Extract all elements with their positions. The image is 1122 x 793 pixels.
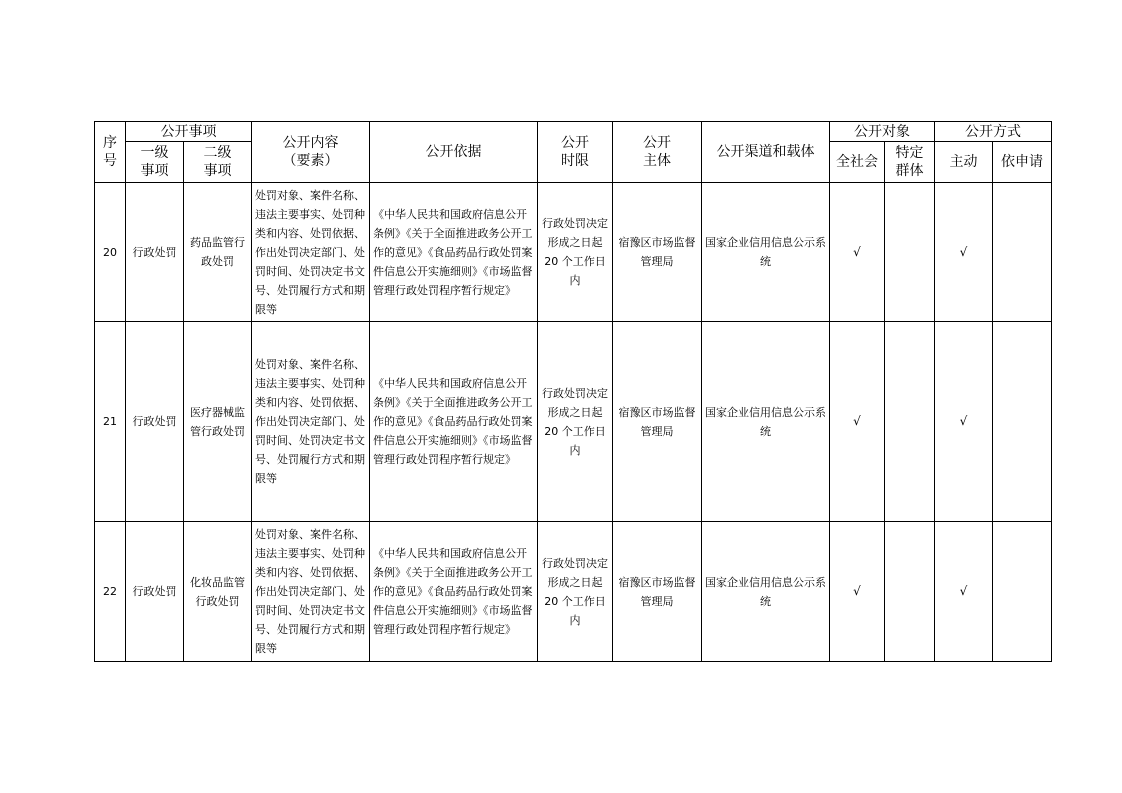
cell-request xyxy=(993,322,1052,522)
header-content: 公开内容 （要素） xyxy=(252,122,370,183)
header-level1: 一级 事项 xyxy=(126,142,184,183)
table-row xyxy=(95,522,1052,662)
cell-seq: 20 xyxy=(95,183,126,322)
cell-subject: 宿豫区市场监督管理局 xyxy=(613,183,702,322)
cell-time-limit: 行政处罚决定形成之日起 20 个工作日内 xyxy=(538,183,613,322)
cell-level1: 行政处罚 xyxy=(126,522,184,662)
table-row xyxy=(95,322,1052,522)
header-subject: 公开 主体 xyxy=(613,122,702,183)
cell-time-limit: 行政处罚决定形成之日起 20 个工作日内 xyxy=(538,322,613,522)
cell-request xyxy=(993,183,1052,322)
header-society: 全社会 xyxy=(830,142,885,183)
header-method: 公开方式 xyxy=(935,122,1052,142)
cell-level1: 行政处罚 xyxy=(126,322,184,522)
header-specific: 特定 群体 xyxy=(885,142,935,183)
table-body xyxy=(95,183,1052,662)
table-header xyxy=(95,122,1052,183)
cell-specific xyxy=(885,183,935,322)
cell-active: √ xyxy=(935,183,993,322)
cell-channel: 国家企业信用信息公示系统 xyxy=(702,183,830,322)
cell-society: √ xyxy=(830,322,885,522)
cell-content: 处罚对象、案件名称、违法主要事实、处罚种类和内容、处罚依据、作出处罚决定部门、处罚时间、处罚决定书文号、处罚履行方式和期限等 xyxy=(252,183,370,322)
cell-basis: 《中华人民共和国政府信息公开条例》《关于全面推进政务公开工作的意见》《食品药品行政处罚案件信息公开实施细则》《市场监督管理行政处罚程序暂行规定》 xyxy=(370,183,538,322)
cell-time-limit: 行政处罚决定形成之日起 20 个工作日内 xyxy=(538,522,613,662)
cell-subject: 宿豫区市场监督管理局 xyxy=(613,522,702,662)
header-seq: 序 号 xyxy=(95,122,126,183)
header-time-limit: 公开 时限 xyxy=(538,122,613,183)
cell-active: √ xyxy=(935,522,993,662)
cell-subject: 宿豫区市场监督管理局 xyxy=(613,322,702,522)
cell-level2: 药品监管行政处罚 xyxy=(184,183,252,322)
cell-channel: 国家企业信用信息公示系统 xyxy=(702,522,830,662)
cell-specific xyxy=(885,522,935,662)
cell-basis: 《中华人民共和国政府信息公开条例》《关于全面推进政务公开工作的意见》《食品药品行政处罚案件信息公开实施细则》《市场监督管理行政处罚程序暂行规定》 xyxy=(370,322,538,522)
cell-seq: 22 xyxy=(95,522,126,662)
table-row xyxy=(95,183,1052,322)
cell-level2: 医疗器械监管行政处罚 xyxy=(184,322,252,522)
cell-society: √ xyxy=(830,183,885,322)
cell-basis: 《中华人民共和国政府信息公开条例》《关于全面推进政务公开工作的意见》《食品药品行政处罚案件信息公开实施细则》《市场监督管理行政处罚程序暂行规定》 xyxy=(370,522,538,662)
disclosure-table xyxy=(94,121,1052,662)
cell-request xyxy=(993,522,1052,662)
header-level2: 二级 事项 xyxy=(184,142,252,183)
cell-channel: 国家企业信用信息公示系统 xyxy=(702,322,830,522)
cell-level1: 行政处罚 xyxy=(126,183,184,322)
cell-active: √ xyxy=(935,322,993,522)
header-active: 主动 xyxy=(935,142,993,183)
cell-seq: 21 xyxy=(95,322,126,522)
cell-content: 处罚对象、案件名称、违法主要事实、处罚种类和内容、处罚依据、作出处罚决定部门、处罚时间、处罚决定书文号、处罚履行方式和期限等 xyxy=(252,322,370,522)
cell-content: 处罚对象、案件名称、违法主要事实、处罚种类和内容、处罚依据、作出处罚决定部门、处罚时间、处罚决定书文号、处罚履行方式和期限等 xyxy=(252,522,370,662)
header-channel: 公开渠道和载体 xyxy=(702,122,830,183)
cell-society: √ xyxy=(830,522,885,662)
header-target: 公开对象 xyxy=(830,122,935,142)
header-request: 依申请 xyxy=(993,142,1052,183)
header-row-1 xyxy=(95,122,1052,142)
header-basis: 公开依据 xyxy=(370,122,538,183)
cell-specific xyxy=(885,322,935,522)
cell-level2: 化妆品监管行政处罚 xyxy=(184,522,252,662)
header-matter: 公开事项 xyxy=(126,122,252,142)
